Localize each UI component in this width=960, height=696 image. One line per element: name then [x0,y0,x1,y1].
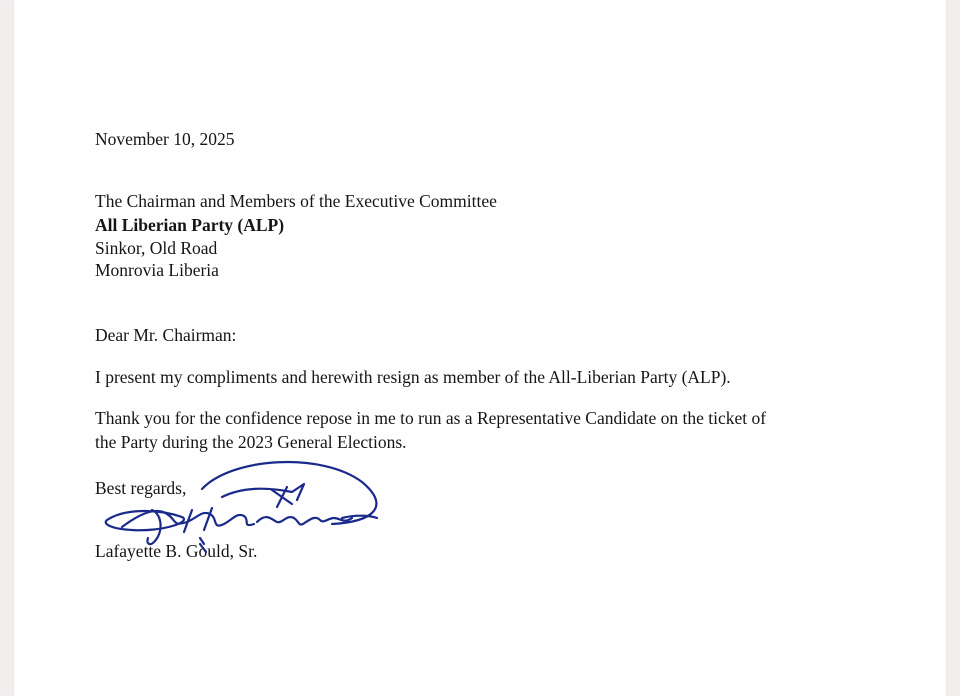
letter-page [14,0,946,696]
signatory-name: Lafayette B. Gould, Sr. [95,541,258,561]
recipient-address-line2: Monrovia Liberia [95,260,219,280]
body-paragraph-2-line1: Thank you for the confidence repose in me to run as a Representative Candidate on the ticket of [95,408,767,428]
letter-date: November 10, 2025 [95,129,235,149]
recipient-organization: All Liberian Party (ALP) [95,215,285,235]
body-paragraph-1: I present my compliments and herewith resign as member of the All-Liberian Party (ALP). [95,367,731,387]
closing: Best regards, [95,478,187,498]
salutation: Dear Mr. Chairman: [95,325,237,345]
recipient-address-line1: Sinkor, Old Road [95,238,218,258]
handwritten-signature [92,452,392,572]
body-paragraph-2-line2: the Party during the 2023 General Elections. [95,432,407,452]
recipient-line: The Chairman and Members of the Executive Committee [95,191,497,211]
